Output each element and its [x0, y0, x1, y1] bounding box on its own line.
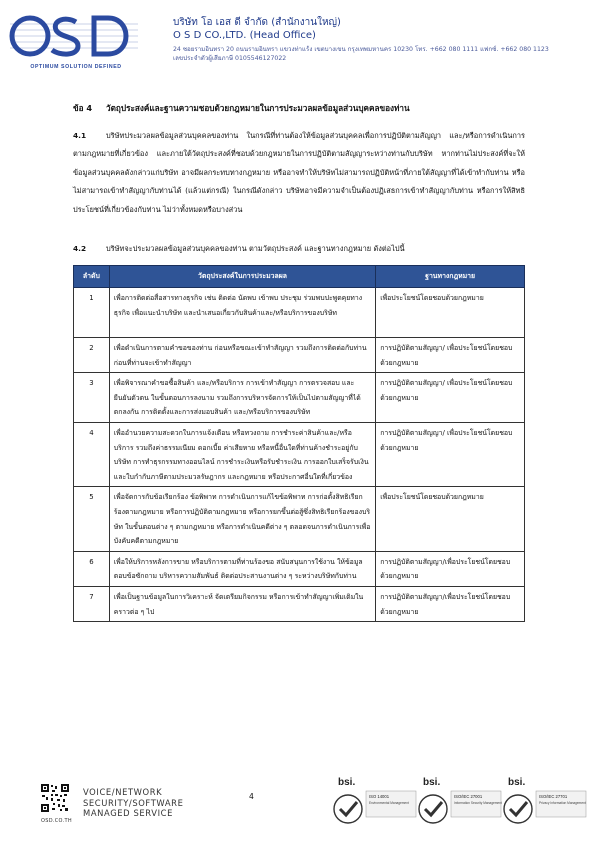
- row-legal-basis: การปฏิบัติตามสัญญา/ เพื่อประโยชน์โดยชอบด้วยกฎหมาย: [376, 373, 525, 423]
- row-purpose: เพื่อให้บริการหลังการขาย หรือบริการตามที่ท่านร้องขอ สนับสนุนการใช้งาน ให้ข้อมูล ตอบข้อซักถาม บริหารความสัมพันธ์ ติดต่อประสานงานต่าง ๆ ระหว่างบริษัทกับท่าน: [109, 551, 375, 586]
- row-legal-basis: เพื่อประโยชน์โดยชอบด้วยกฎหมาย: [376, 288, 525, 338]
- table-row: [74, 373, 525, 423]
- table-row: [74, 487, 525, 551]
- bsi-iso27701-certification-icon: [500, 773, 590, 828]
- row-legal-basis: เพื่อประโยชน์โดยชอบด้วยกฎหมาย: [376, 487, 525, 551]
- paragraph-number: 4.1: [73, 131, 87, 140]
- header-no: ลำดับ: [74, 266, 110, 288]
- paragraph-text: บริษัทประมวลผลข้อมูลส่วนบุคคลของท่าน ในกรณีที่ท่านต้องให้ข้อมูลส่วนบุคคลเพื่อการปฏิบัติตามสัญญา และ/หรือการดำเนินการตามกฎหมายที่เกี่ยวข้อง และภายใต้วัตถุประสงค์ที่ชอบด้วยกฎหมายในการปฏิบัติตามสัญญาระหว่างท่านกับบริษัท หากท่านไม่ประสงค์ที่จะให้ข้อมูลส่วนบุคคลดังกล่าวแก่บริษัท อาจมีผลกระทบทางกฎหมาย หรืออาจทำให้บริษัทไม่สามารถปฏิบัติหน้าที่ภายใต้สัญญาที่ได้เข้าทำกับท่าน หรือไม่สามารถเข้าทำสัญญากับท่านได้ (แล้วแต่กรณี) ในกรณีดังกล่าว บริษัทอาจมีความจำเป็นต้องปฏิเสธการเข้าทำสัญญากับท่าน หรือการให้สิทธิประโยชน์ที่เกี่ยวข้องกับท่าน ไม่ว่าทั้งหมดหรือบางส่วน: [73, 131, 525, 214]
- company-name-th: บริษัท โอ เอส ดี จำกัด (สำนักงานใหญ่): [173, 17, 341, 28]
- bsi-iso14001-certification-icon: [330, 773, 420, 828]
- section-number: ข้อ 4: [73, 103, 93, 113]
- row-number: 5: [74, 487, 110, 551]
- table-row: [74, 551, 525, 586]
- header-purpose: วัตถุประสงค์ในการประมวลผล: [109, 266, 375, 288]
- bsi-mark: bsi.: [338, 777, 356, 788]
- row-legal-basis: การปฏิบัติตามสัญญา/ เพื่อประโยชน์โดยชอบด้วยกฎหมาย: [376, 422, 525, 486]
- service-line: VOICE/NETWORK: [83, 787, 163, 797]
- row-number: 6: [74, 551, 110, 586]
- page-number: 4: [249, 792, 254, 801]
- row-legal-basis: การปฏิบัติตามสัญญา/เพื่อประโยชน์โดยชอบด้วยกฎหมาย: [376, 586, 525, 621]
- row-number: 4: [74, 422, 110, 486]
- row-purpose: เพื่ออำนวยความสะดวกในการแจ้งเตือน หรือทวงถาม การชำระค่าสินค้าและ/หรือบริการ รวมถึงค่าธรรมเนียม ดอกเบี้ย ค่าเสียหาย หรือหนี้อื่นใดที่ท่านค้างชำระอยู่กับบริษัท การทำธุรกรรมทางออนไลน์ การชำระเงินหรือรับชำระเงิน การออกใบเสร็จรับเงิน และใบกำกับภาษีตามประมวลรัษฎากร และกฎหมาย หรือประกาศอื่นใดที่เกี่ยวข้อง: [109, 422, 375, 486]
- table-row: [74, 288, 525, 338]
- table-row: [74, 422, 525, 486]
- row-legal-basis: การปฏิบัติตามสัญญา/ เพื่อประโยชน์โดยชอบด้วยกฎหมาย: [376, 338, 525, 373]
- paragraph-text: บริษัทจะประมวลผลข้อมูลส่วนบุคคลของท่าน ตามวัตถุประสงค์ และฐานทางกฎหมาย ดังต่อไปนี้: [106, 244, 405, 253]
- website-url: OSD.CO.TH: [41, 818, 72, 824]
- service-tagline: [83, 787, 183, 819]
- processing-purpose-table: [73, 265, 525, 622]
- service-line: SECURITY/SOFTWARE: [83, 797, 184, 808]
- service-line: MANAGED SERVICE: [83, 808, 174, 818]
- paragraph-number: 4.2: [73, 244, 87, 253]
- logo-tagline: OPTIMUM SOLUTION DEFINED: [30, 64, 122, 70]
- table-row: [74, 338, 525, 373]
- row-purpose: เพื่อดำเนินการตามคำขอของท่าน ก่อนหรือขณะเข้าทำสัญญา รวมถึงการติดต่อกับท่านก่อนที่ท่านจะเข้าทำสัญญา: [109, 338, 375, 373]
- table-header-row: [74, 266, 525, 288]
- osd-logo: [8, 10, 144, 72]
- section-heading: วัตถุประสงค์และฐานความชอบด้วยกฎหมายในการประมวลผลข้อมูลส่วนบุคคลของท่าน: [106, 103, 410, 113]
- bsi-mark: bsi.: [423, 777, 441, 788]
- cert-iso: ISO 14001: [369, 794, 390, 799]
- row-purpose: เพื่อเป็นฐานข้อมูลในการวิเคราะห์ จัดเตรียมกิจกรรม หรือการเข้าทำสัญญาเพิ่มเติมในคราวต่อ ๆ ไป: [109, 586, 375, 621]
- bsi-iso27001-certification-icon: [415, 773, 505, 828]
- cert-iso: ISO/IEC 27701: [539, 794, 568, 799]
- row-purpose: เพื่อพิจารณาคำขอซื้อสินค้า และ/หรือบริการ การเข้าทำสัญญา การตรวจสอบ และยืนยันตัวตน ในขั้นตอนการลงนาม รวมถึงการบริหารจัดการให้เป็นไปตามสัญญาที่ได้ตกลงกัน การติดตั้งและการส่งมอบสินค้า และ/หรือบริการของบริษัท: [109, 373, 375, 423]
- header-legal-basis: ฐานทางกฎหมาย: [376, 266, 525, 288]
- bsi-mark: bsi.: [508, 777, 526, 788]
- cert-desc: Environmental Management: [369, 801, 409, 805]
- row-number: 2: [74, 338, 110, 373]
- cert-desc: Privacy Information Management: [539, 801, 586, 805]
- row-purpose: เพื่อจัดการกับข้อเรียกร้อง ข้อพิพาท การดำเนินการแก้ไขข้อพิพาท การก่อตั้งสิทธิเรียกร้องตามกฎหมาย หรือการปฏิบัติตามกฎหมาย หรือการยกขึ้นต่อสู้ซึ่งสิทธิเรียกร้องของบริษัท ในขั้นตอนต่าง ๆ ตามกฎหมาย หรือการดำเนินคดีต่าง ๆ ตลอดจนการดำเนินการเพื่อบังคับคดีตามกฎหมาย: [109, 487, 375, 551]
- paragraph-4-2: [73, 240, 525, 258]
- row-number: 3: [74, 373, 110, 423]
- paragraph-4-1: [73, 127, 525, 219]
- company-header: [173, 16, 588, 63]
- cert-desc: Information Security Management: [454, 801, 502, 805]
- company-name-en: O S D CO.,LTD. (Head Office): [173, 30, 316, 41]
- company-address: 24 ซอยรามอินทรา 20 ถนนรามอินทรา แขวงท่าแร้ง เขตบางเขน กรุงเทพมหานคร 10230 โทร. +662 080 1111 แฟกซ์. +662 080 1123: [173, 46, 549, 53]
- table-row: [74, 586, 525, 621]
- cert-iso: ISO/IEC 27001: [454, 794, 483, 799]
- section-title: [73, 102, 410, 115]
- row-number: 7: [74, 586, 110, 621]
- row-legal-basis: การปฏิบัติตามสัญญา/เพื่อประโยชน์โดยชอบด้วยกฎหมาย: [376, 551, 525, 586]
- qr-code-icon: [41, 784, 69, 812]
- company-tax-id: เลขประจำตัวผู้เสียภาษี 0105546127022: [173, 55, 287, 62]
- row-purpose: เพื่อการติดต่อสื่อสารทางธุรกิจ เช่น ติดต่อ นัดพบ เข้าพบ ประชุม ร่วมพบปะพูดคุยทางธุรกิจ เพื่อแนะนำบริษัท และนำเสนอเกี่ยวกับสินค้าและ/หรือบริการของบริษัท: [109, 288, 375, 338]
- row-number: 1: [74, 288, 110, 338]
